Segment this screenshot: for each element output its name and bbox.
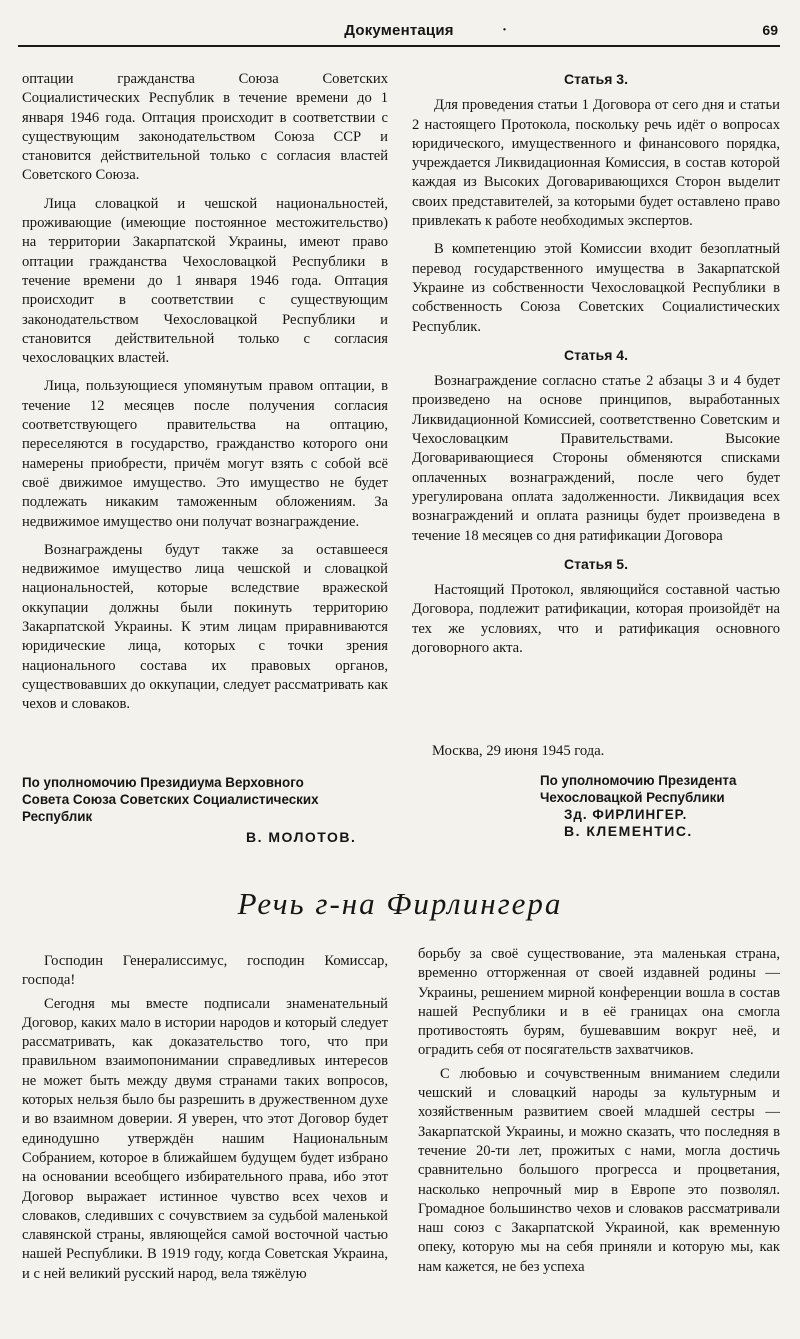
signatory-name: В. МОЛОТОВ. <box>246 829 357 845</box>
protocol-left-column <box>22 70 388 724</box>
paragraph: Вознаграждены будут также за оставшееся недвижимое имущество лица чешской и словацкой национальностей, которые вследствие вражеской оккупации должны были покинуть территорию Закарпатской Украины. К этим лицам приравниваются юридические лица, которых с точки зрения национального состава их правовых органов, существовавших до оккупации, следует рассматривать как чехов и словаков. <box>22 541 388 713</box>
signature-line: Республик <box>22 809 93 824</box>
signature-line: По уполномочию Президента <box>540 773 737 788</box>
signature-line: Чехословацкой Республики <box>540 790 725 805</box>
paragraph: Вознаграждение согласно статье 2 абзацы 3 и 4 будет произведено на основе принципов, выработанных Ликвидационной Комиссией, соответственно Советским и Чехословацким Правительствами. Высокие Договаривающиеся Стороны обменяются списками оплаченных вознаграждений, после чего будет урегулирована оплата задолженности. Ликвидация всех вознаграждений и оплата разницы будет произведена в течение 18 месяцев со дня ратификации Договора <box>412 373 780 544</box>
header-dot: · <box>502 22 508 38</box>
signature-block-czechoslovakia <box>540 772 790 840</box>
paragraph: оптации гражданства Союза Советских Социалистических Республик в течение времени до 1 января 1946 года. Оптация происходит в соответствии с существующим законодательством Союза ССР и становится действительной только с согласия властей Советского Союза. <box>22 71 388 184</box>
header-rule <box>18 45 780 47</box>
speech-right-column <box>418 945 780 1281</box>
place-and-date: Москва, 29 июня 1945 года. <box>432 743 605 759</box>
paragraph: Лица, пользующиеся упомянутым правом оптации, в течение 12 месяцев после получения согласия соответствующего правительства на оптацию, переселяются в государство, гражданство которого они намерены приобрести, причём могут взять с собой всё своё движимое имущество. Это имущество не будет подлежать никаким таможенным обложениям. За недвижимое имущество они получат вознаграждение. <box>22 378 388 530</box>
speech-title: Речь г-на Фирлингера <box>237 886 563 921</box>
running-header <box>18 18 780 44</box>
paragraph: В компетенцию этой Комиссии входит безоплатный перевод государственного имущества в Закарпатской Украине из собственности Чехословацкой Республики в собственность Союза Советских Социалистических Республик. <box>412 241 780 335</box>
page-number: 69 <box>762 22 778 38</box>
signatory-name: В. КЛЕМЕНТИС. <box>564 823 693 839</box>
paragraph: Для проведения статьи 1 Договора от сего дня и статьи 2 настоящего Протокола, поскольку речь идёт о вопросах юридического, имущественного и финансового порядка, учреждается Ликвидационная Комиссия, в состав которой каждая из Высоких Договаривающихся Сторон выделит своих представителей, за которыми будет оставлено право привлекать к работе необходимых экспертов. <box>412 97 780 230</box>
signature-block-ussr <box>22 774 412 846</box>
running-header-title: Документация <box>344 22 454 39</box>
paragraph: Сегодня мы вместе подписали знаменательный Договор, каких мало в истории народов и который следует рассматривать, как доказательство того, что при правильном взаимопонимании справедливых интересов не может быть между двумя странами таких вопросов, которых нельзя было бы разрешить в дружественном духе и во взаимном доверии. Я уверен, что этот Договор будет единодушно утверждён нашим Национальным Собранием, которое в ближайшем будущем будет избрано на основании всеобщего избирательного права, ибо этот Договор выражает истинное чувство всех чехов и словаков, следивших с сочувствием за судьбой маленькой славянской страны, являющейся самой восточной частью нашей Республики. В 1919 году, когда Советская Украина, и с ней великий русский народ, вела тяжёлую <box>22 995 388 1282</box>
signature-line: Совета Союза Советских Социалистических <box>22 792 319 807</box>
paragraph: борьбу за своё существование, эта маленькая страна, временно отторженная от своей издавней родины — Украины, решением мирной конференции вошла в состав нашей Республики и в её границах она смогла противостоять бурям, бушевавшим вокруг неё, и оградить себя от посягательств захватчиков. <box>418 946 780 1059</box>
paragraph: Настоящий Протокол, являющийся составной частью Договора, подлежит ратификации, которая произойдёт на тех же условиях, что и ратификация основного договорного акта. <box>412 582 780 657</box>
signatory-name: Зд. ФИРЛИНГЕР. <box>564 807 688 822</box>
protocol-right-column <box>412 68 780 667</box>
article-4-heading: Статья 4. <box>564 346 628 363</box>
paragraph: Господин Генералиссимус, господин Комиссар, господа! <box>22 953 388 989</box>
speech-left-column <box>22 952 388 1288</box>
paragraph: Лица словацкой и чешской национальностей, проживающие (имеющие постоянное местожительство) на территории Закарпатской Украины, имеют право оптации гражданства Чехословацкой Республики в течение времени до 1 января 1946 года. Оптация происходит в соответствии с существующим законодательством Чехословацкой Республики и становится действительной только с согласия чехословацких властей. <box>22 195 388 367</box>
article-5-heading: Статья 5. <box>564 555 628 572</box>
signature-line: По уполномочию Президиума Верховного <box>22 775 304 790</box>
article-3-heading: Статья 3. <box>564 71 628 87</box>
paragraph: С любовью и сочувственным вниманием следили чешский и словацкий народы за культурным и хозяйственным развитием своей младшей сестры — Закарпатской Украины, и можно сказать, что последняя в течение 20-ти лет, прожитых с нами, могла достичь сравнительно большого прогресса и процветания, насколько непрочный мир в Европе это позволял. Громадное большинство чехов и словаков рассматривали наш союз с Закарпатской Украиной, как временную опеку, которую мы на себя приняли и которую мы, как нам кажется, не без успеха <box>418 1065 780 1275</box>
